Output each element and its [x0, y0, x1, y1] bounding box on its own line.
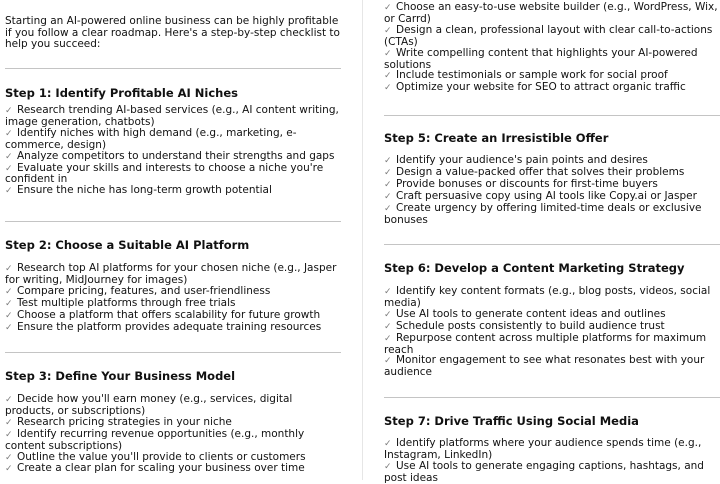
check-icon: ✓: [384, 167, 392, 178]
check-icon: ✓: [384, 191, 392, 202]
checklist-item-text: Design a value-packed offer that solves their problems: [396, 165, 685, 178]
checklist-item-text: Decide how you'll earn money (e.g., services, digital products, or subscriptions): [5, 393, 293, 417]
checklist-item-text: Choose an easy-to-use website builder (e.g., WordPress, Wix, or Carrd): [384, 1, 718, 25]
step-5-section: [384, 131, 720, 225]
step-3-section: [5, 369, 341, 475]
check-icon: ✓: [384, 25, 392, 36]
check-icon: ✓: [5, 298, 13, 309]
checklist-item: [384, 461, 720, 484]
checklist-item: [384, 438, 720, 461]
checklist-item-text: Use AI tools to generate engaging captions, hashtags, and post ideas: [384, 459, 704, 484]
checklist-item-text: Evaluate your skills and interests to choose a niche you're confident in: [5, 161, 324, 186]
checklist-item: [5, 429, 341, 452]
check-icon: ✓: [5, 128, 13, 139]
section-divider: [5, 68, 341, 69]
checklist-item-text: Optimize your website for SEO to attract organic traffic: [396, 81, 686, 94]
checklist-item-text: Create urgency by offering limited-time deals or exclusive bonuses: [384, 201, 702, 226]
section-divider: [5, 221, 341, 222]
checklist-item-text: Analyze competitors to understand their strengths and gaps: [17, 149, 335, 162]
checklist-item-text: Choose a platform that offers scalability for future growth: [17, 308, 321, 321]
section-divider: [384, 115, 720, 116]
checklist-item: [5, 263, 341, 286]
checklist-item-text: Create a clear plan for scaling your business over time: [17, 462, 305, 475]
check-icon: ✓: [5, 429, 13, 440]
check-icon: ✓: [384, 3, 392, 13]
check-icon: ✓: [384, 287, 392, 297]
section-divider: [5, 352, 341, 353]
checklist-item-text: Ensure the platform provides adequate training resources: [17, 320, 322, 333]
step-heading: Step 7: Drive Traffic Using Social Media: [384, 414, 639, 428]
checklist-item-text: Write compelling content that highlights your AI-powered solutions: [384, 46, 698, 71]
checklist-item: [5, 463, 341, 475]
check-icon: ✓: [5, 151, 13, 162]
checklist-item-text: Research trending AI-based services (e.g., AI content writing, image generation, chatbots): [5, 104, 339, 128]
check-icon: ✓: [384, 439, 392, 449]
checklist-item-text: Identify niches with high demand (e.g., marketing, e-commerce, design): [5, 126, 297, 151]
checklist-item-text: Use AI tools to generate content ideas and outlines: [396, 307, 666, 320]
checklist-item: [384, 333, 720, 356]
checklist-item-text: Identify key content formats (e.g., blog posts, videos, social media): [384, 285, 711, 309]
step-2-section: [5, 238, 341, 333]
check-icon: ✓: [384, 356, 392, 367]
check-icon: ✓: [384, 203, 392, 214]
check-icon: ✓: [384, 83, 392, 94]
intro-text: Starting an AI-powered online business can be highly profitable if you follow a clear roadmap. Here's a step-by-step checklist to help you succeed:: [5, 15, 340, 50]
checklist-item-text: Identify recurring revenue opportunities (e.g., monthly content subscriptions): [5, 427, 305, 452]
checklist: [384, 286, 720, 378]
checklist-item-text: Repurpose content across multiple platforms for maximum reach: [384, 331, 707, 356]
intro-title: [5, 0, 104, 1]
check-icon: ✓: [5, 310, 13, 321]
checklist-item-text: Schedule posts consistently to build audience trust: [396, 319, 665, 332]
checklist-item-text: Identify platforms where your audience spends time (e.g., Instagram, LinkedIn): [384, 437, 702, 461]
checklist-item-text: Design a clean, professional layout with clear call-to-actions (CTAs): [384, 23, 713, 48]
checklist-item: [384, 2, 720, 25]
check-icon: ✓: [5, 186, 13, 197]
checklist: [384, 438, 720, 484]
checklist-item-text: Compare pricing, features, and user-friendliness: [17, 284, 271, 297]
step-heading: Step 6: Develop a Content Marketing Strategy: [384, 261, 685, 275]
check-icon: ✓: [5, 286, 13, 297]
check-icon: ✓: [384, 309, 392, 320]
checklist-item: [5, 322, 341, 334]
check-icon: ✓: [5, 452, 13, 463]
step-1-section: [5, 86, 341, 197]
step-heading: Step 5: Create an Irresistible Offer: [384, 131, 609, 145]
checklist-item: [384, 203, 720, 226]
check-icon: ✓: [5, 395, 13, 405]
check-icon: ✓: [384, 321, 392, 332]
step-6-section: [384, 261, 720, 378]
column-divider: [362, 0, 363, 480]
check-icon: ✓: [5, 417, 13, 428]
checklist-item-text: Monitor engagement to see what resonates best with your audience: [384, 354, 705, 379]
checklist-item-text: Test multiple platforms through free trials: [17, 296, 236, 309]
check-icon: ✓: [384, 461, 392, 472]
checklist-item: [5, 185, 341, 197]
checklist-item-text: Identify your audience's pain points and desires: [396, 154, 648, 166]
checklist-item: [5, 394, 341, 417]
checklist-item: [384, 355, 720, 378]
checklist: [384, 155, 720, 225]
checklist: [5, 263, 341, 333]
section-divider: [384, 397, 720, 398]
check-icon: ✓: [384, 333, 392, 344]
section-divider: [384, 244, 720, 245]
check-icon: ✓: [5, 464, 13, 475]
step-heading: Step 2: Choose a Suitable AI Platform: [5, 238, 250, 252]
check-icon: ✓: [384, 71, 392, 82]
checklist-item-text: Ensure the niche has long-term growth potential: [17, 184, 272, 197]
check-icon: ✓: [384, 156, 392, 166]
checklist-item-text: Provide bonuses or discounts for first-time buyers: [396, 177, 658, 190]
checklist-item: [5, 163, 341, 186]
checklist-item: [384, 82, 720, 94]
checklist-item-text: Outline the value you'll provide to clients or customers: [17, 450, 306, 463]
step-heading: Step 3: Define Your Business Model: [5, 369, 236, 383]
check-icon: ✓: [5, 106, 13, 116]
check-icon: ✓: [5, 264, 13, 274]
check-icon: ✓: [5, 163, 13, 174]
check-icon: ✓: [384, 48, 392, 59]
check-icon: ✓: [384, 179, 392, 190]
checklist: [5, 105, 341, 197]
step-7-section: [384, 414, 720, 484]
check-icon: ✓: [5, 322, 13, 333]
checklist-item-text: Craft persuasive copy using AI tools like Copy.ai or Jasper: [396, 189, 697, 202]
checklist-item: [5, 105, 341, 128]
checklist-item: [5, 128, 341, 151]
checklist-item-text: Include testimonials or sample work for social proof: [396, 69, 668, 82]
checklist-item-text: Research top AI platforms for your chosen niche (e.g., Jasper for writing, MidJourney for images): [5, 262, 337, 286]
step-heading: Step 1: Identify Profitable AI Niches: [5, 86, 239, 100]
checklist: [384, 2, 720, 94]
checklist-item: [384, 25, 720, 48]
checklist-item-text: Research pricing strategies in your niche: [17, 415, 232, 428]
checklist: [5, 394, 341, 475]
checklist-item: [384, 286, 720, 309]
checklist-item: [384, 48, 720, 71]
